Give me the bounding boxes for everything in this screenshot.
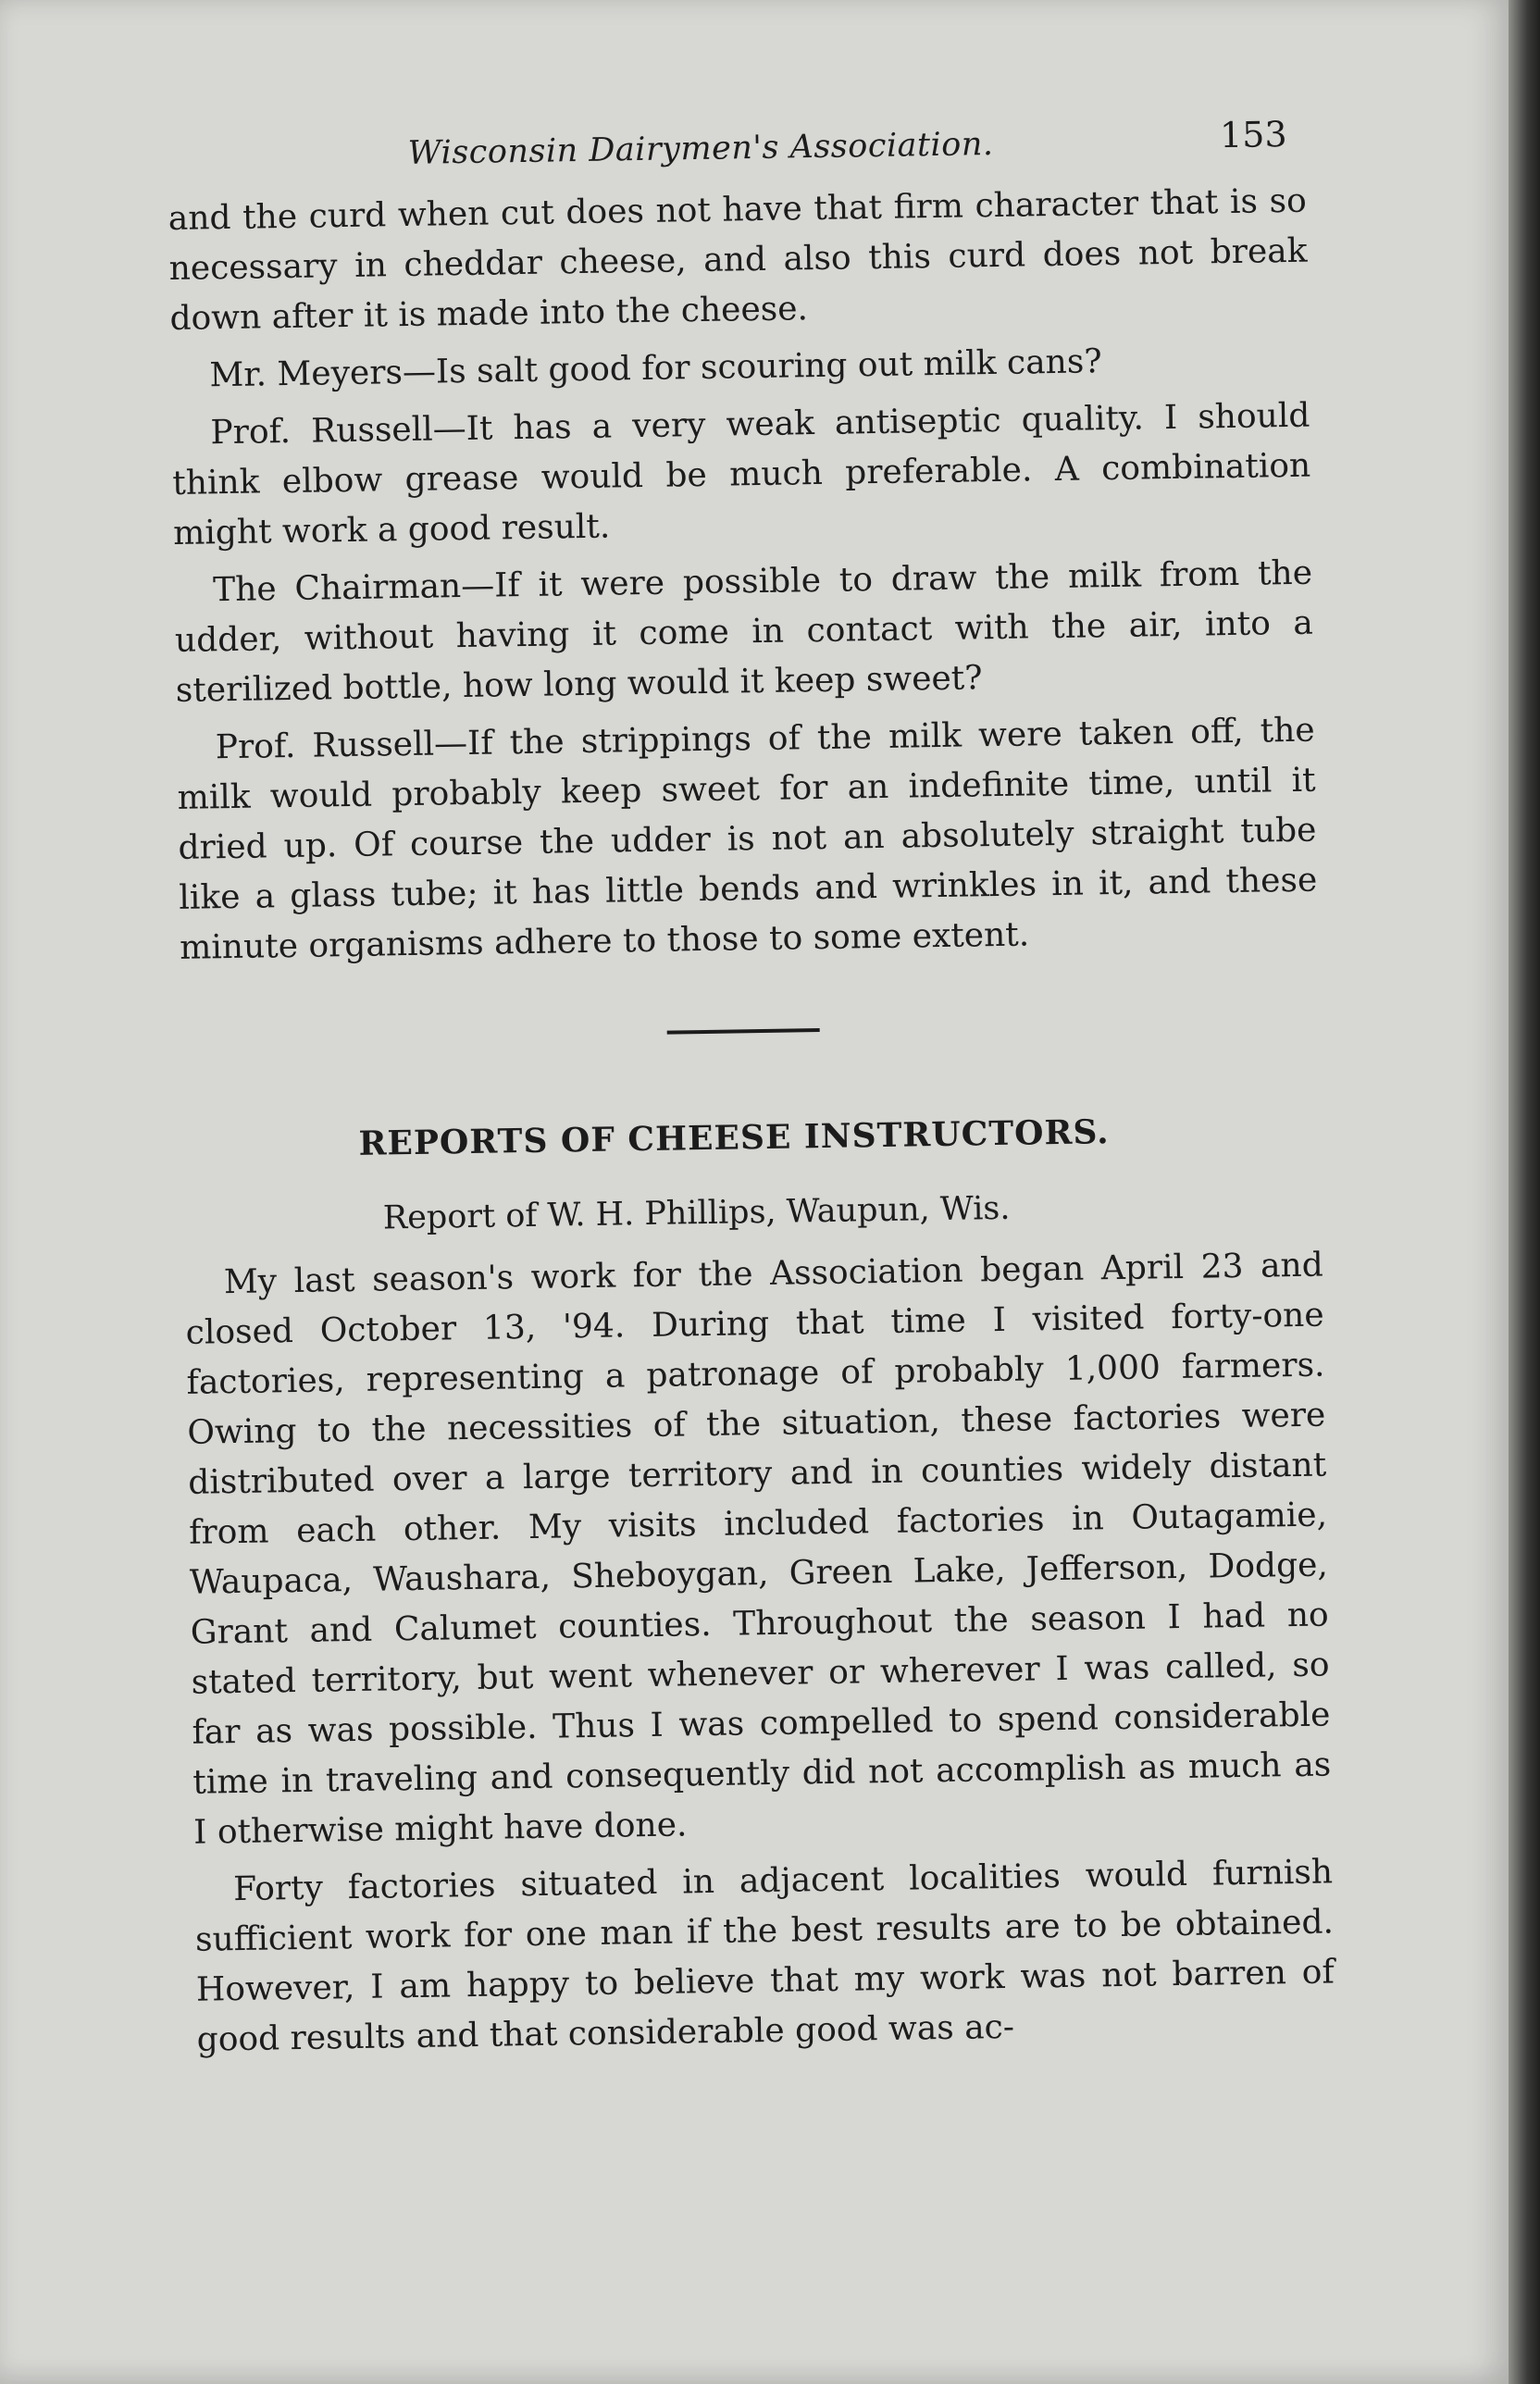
page-content xyxy=(167,93,1335,2066)
paragraph-russell-strippings: Prof. Russell—If the strippings of the milk were taken off, the milk would probably keep sweet for an indefinite time, until it dried up. Of course the udder is not an absolutely straight tube like a glass tube; it has little bends and wrinkles in it, and these minute organisms adhere to those to some extent. xyxy=(177,711,1318,967)
paragraph-curd-character: and the curd when cut does not have that firm character that is so necessary in cheddar cheese, and also this curd does not break down after it is made into the cheese. xyxy=(168,181,1308,338)
paragraph-forty-factories: Forty factories situated in adjacent localities would furnish sufficient work for one man if the best results are to be obtained. However, I am happy to believe that my work was not barren of good results and that considerable good was ac- xyxy=(194,1853,1335,2059)
paragraph-chairman-question: The Chairman—If it were possible to draw the milk from the udder, without having it come in contact with the air, into a sterilized bottle, how long would it keep sweet? xyxy=(174,553,1314,710)
paragraph-meyers-question: Mr. Meyers—Is salt good for scouring out milk cans? xyxy=(209,342,1102,395)
section-divider xyxy=(667,1028,820,1035)
book-spine-shadow xyxy=(1509,0,1540,2384)
paragraph-russell-antiseptic: Prof. Russell—It has a very weak antiseptic quality. I should think elbow grease would be much preferable. A combination might work a good result. xyxy=(172,396,1311,553)
running-title: Wisconsin Dairymen's Association. xyxy=(407,125,994,172)
report-byline: Report of W. H. Phillips, Waupun, Wis. xyxy=(382,1189,1011,1237)
paragraph-season-work: My last season's work for the Association began April 23 and closed October 13, '94. During that time I visited forty-one factories, representing a patronage of probably 1,000 farmers. Owing to the necessities of the situation, these factories were distributed over a large territory and in counties widely distant from each other. My visits included factories in Outagamie, Waupaca, Waushara, Sheboygan, Green Lake, Jefferson, Dodge, Grant and Calumet counties. Throughout the season I had no stated territory, but went whenever or wherever I was called, so far as was possible. Thus I was compelled to spend considerable time in traveling and consequently did not accomplish as much as I otherwise might have done. xyxy=(185,1246,1332,1852)
page-number: 153 xyxy=(1219,113,1287,156)
section-title: REPORTS OF CHEESE INSTRUCTORS. xyxy=(358,1112,1110,1163)
